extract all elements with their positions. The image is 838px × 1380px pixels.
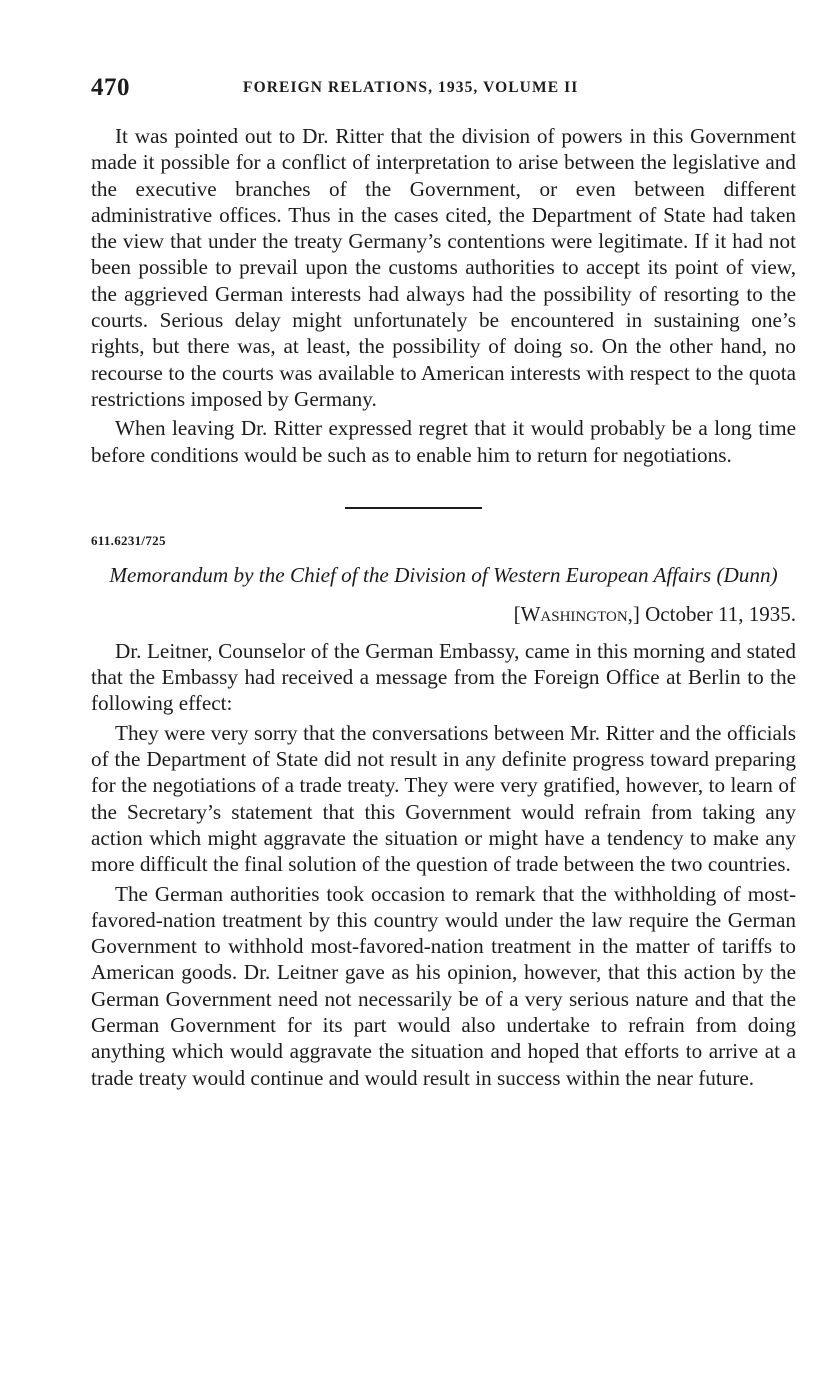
running-header-title: FOREIGN RELATIONS, 1935, VOLUME II	[243, 79, 579, 96]
page-number: 470	[91, 74, 130, 101]
paragraph-german-authorities-remark: The German authorities took occasion to remark that the withholding of most-favored-nation treatment by this country would under the law require the German Government to withhold most-favored-nation treatment in the matter of tariffs to American goods. Dr. Leitner gave as his opinion, however, that this action by the German Government need not necessarily be of a very serious nature and that the German Government for its part would also undertake to refrain from doing anything which would aggravate the situation and hoped that efforts to arrive at a trade treaty would continue and would result in success within the near future.	[91, 881, 796, 1090]
file-number: 611.6231/725	[91, 532, 166, 548]
dateline-place: [Washington,]	[513, 601, 640, 626]
paragraph-leitner-visit: Dr. Leitner, Counselor of the German Embassy, came in this morning and stated that the Embassy had received a message from the Foreign Office at Berlin to the following effect:	[91, 638, 796, 716]
paragraph-ritter-division-of-powers: It was pointed out to Dr. Ritter that the division of powers in this Government made it possible for a conflict of interpretation to arise between the legislative and the executive branches of the Government, or even between different administrative offices. Thus in the cases cited, the Department of State had taken the view that under the treaty Germany’s contentions were legitimate. If it had not been possible to prevail upon the customs authorities to accept its point of view, the aggrieved German interests had always had the possibility of resorting to the courts. Serious delay might unfortunately be encountered in sustaining one’s rights, but there was, at least, the possibility of doing so. On the other hand, no recourse to the courts was available to American interests with respect to the quota restrictions imposed by Germany.	[91, 124, 796, 411]
section-divider	[345, 507, 482, 509]
dateline-date: October 11, 1935.	[645, 601, 796, 626]
document-page	[91, 74, 796, 1091]
paragraph-ritter-leaving: When leaving Dr. Ritter expressed regret that it would probably be a long time before conditions would be such as to enable him to return for negotiations.	[91, 416, 796, 467]
paragraph-foreign-office-message: They were very sorry that the conversations between Mr. Ritter and the officials of the Department of State did not result in any definite progress toward preparing for the negotiations of a trade treaty. They were very gratified, however, to learn of the Secretary’s statement that this Government would refrain from taking any action which might aggravate the situation or might have a tendency to make any more difficult the final solution of the question of trade between the two countries.	[91, 720, 796, 877]
dateline	[91, 602, 796, 627]
memorandum-title: Memorandum by the Chief of the Division of Western European Affairs (Dunn)	[109, 562, 778, 587]
running-header	[91, 74, 796, 108]
